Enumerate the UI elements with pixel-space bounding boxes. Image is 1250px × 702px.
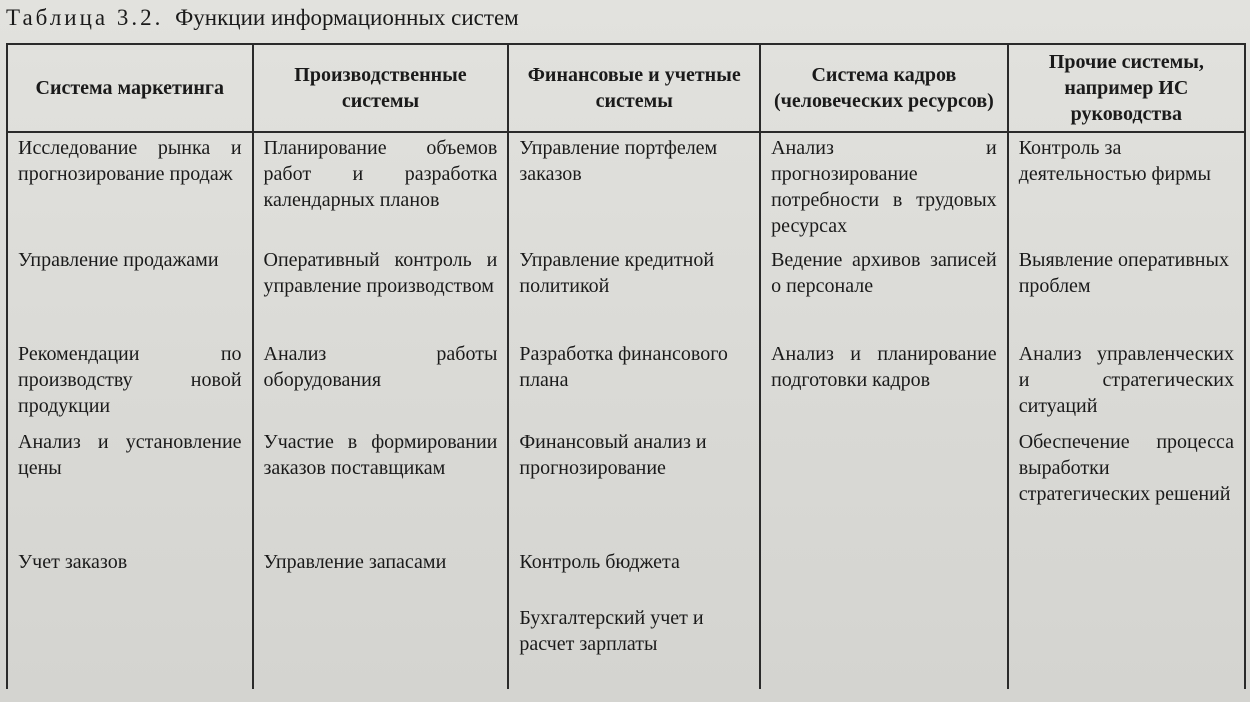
table-cell: Выявление оперативных проблем bbox=[1008, 245, 1245, 339]
table-number: Таблица 3.2. bbox=[6, 5, 164, 30]
table-title: Функции информационных систем bbox=[175, 5, 519, 30]
header-production: Производственные системы bbox=[253, 44, 509, 132]
table-cell bbox=[1008, 603, 1245, 689]
table-cell: Контроль за деятельностью фирмы bbox=[1008, 132, 1245, 245]
table-cell bbox=[1008, 547, 1245, 603]
table-cell bbox=[253, 603, 509, 689]
table-cell: Ведение архивов записей о персонале bbox=[760, 245, 1008, 339]
table-cell: Управление кредитной политикой bbox=[508, 245, 760, 339]
table-cell: Обеспечение процесса выработки стратегических решений bbox=[1008, 427, 1245, 547]
table-cell: Управление продажами bbox=[7, 245, 253, 339]
header-hr: Система кадров (человеческих ресурсов) bbox=[760, 44, 1008, 132]
table-cell: Разработка финансового плана bbox=[508, 339, 760, 427]
table-cell: Финансовый анализ и прогнозирование bbox=[508, 427, 760, 547]
table-cell: Анализ и планирование подготовки кадров bbox=[760, 339, 1008, 427]
table-cell: Участие в формировании заказов поставщикам bbox=[253, 427, 509, 547]
table-cell: Управление запасами bbox=[253, 547, 509, 603]
table-cell: Анализ и прогнозирование потребности в трудовых ресурсах bbox=[760, 132, 1008, 245]
table-cell: Анализ работы оборудования bbox=[253, 339, 509, 427]
table-cell: Управление портфелем заказов bbox=[508, 132, 760, 245]
header-other: Прочие системы, например ИС руководства bbox=[1008, 44, 1245, 132]
table-row bbox=[7, 427, 1245, 547]
table-cell: Контроль бюджета bbox=[508, 547, 760, 603]
header-finance: Финансовые и учетные системы bbox=[508, 44, 760, 132]
table-cell bbox=[760, 547, 1008, 603]
table-caption bbox=[6, 4, 519, 32]
table-cell: Оперативный контроль и управление производством bbox=[253, 245, 509, 339]
table-row bbox=[7, 339, 1245, 427]
header-row bbox=[7, 44, 1245, 132]
table-row bbox=[7, 245, 1245, 339]
table-cell: Учет заказов bbox=[7, 547, 253, 603]
table-row bbox=[7, 603, 1245, 689]
table-cell: Анализ и установление цены bbox=[7, 427, 253, 547]
table-cell: Анализ управленческих и стратегических ситуаций bbox=[1008, 339, 1245, 427]
table-cell bbox=[760, 427, 1008, 547]
table-cell bbox=[760, 603, 1008, 689]
header-marketing: Система маркетинга bbox=[7, 44, 253, 132]
table-cell: Планирование объемов работ и разработка календарных планов bbox=[253, 132, 509, 245]
table-header bbox=[7, 44, 1245, 132]
table-cell: Исследование рынка и прогнозирование продаж bbox=[7, 132, 253, 245]
functions-table bbox=[6, 43, 1246, 689]
table-body bbox=[7, 132, 1245, 689]
table-cell: Бухгалтерский учет и расчет зарплаты bbox=[508, 603, 760, 689]
table-row bbox=[7, 547, 1245, 603]
table-cell bbox=[7, 603, 253, 689]
table-cell: Рекомендации по производству новой продукции bbox=[7, 339, 253, 427]
table-row bbox=[7, 132, 1245, 245]
